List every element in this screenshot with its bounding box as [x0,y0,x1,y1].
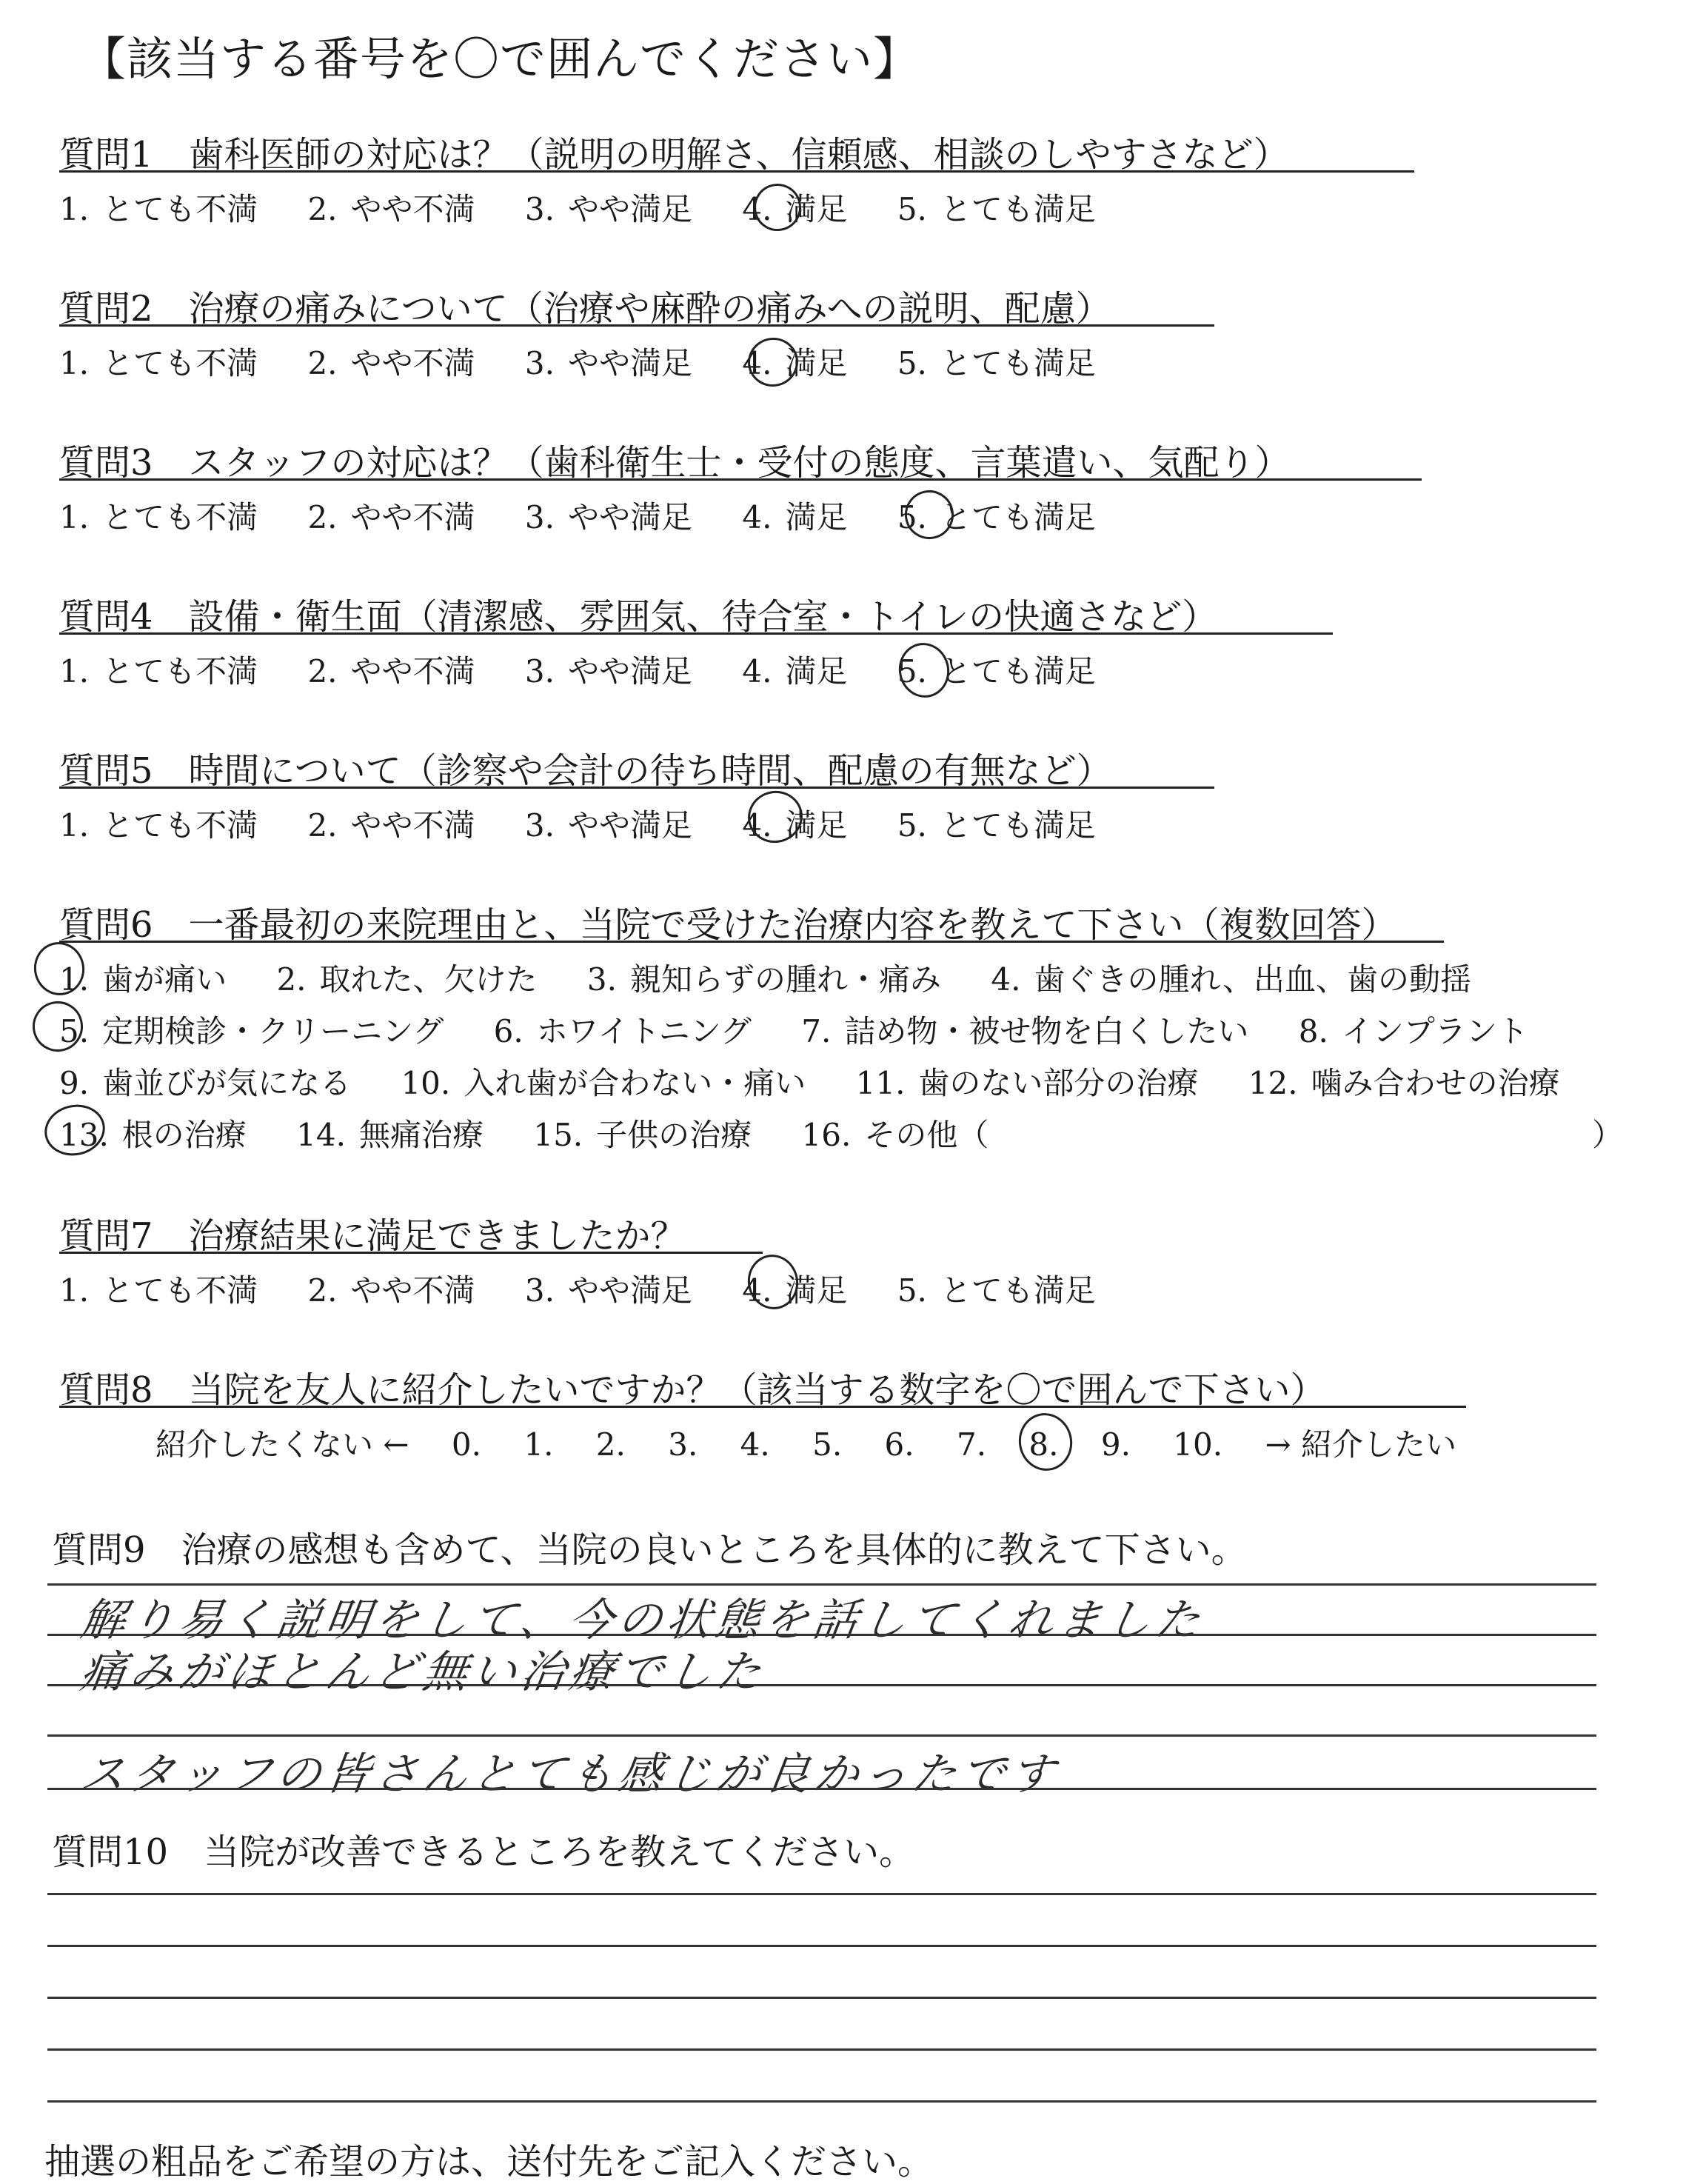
q2-opt2-num[interactable]: 2. [307,345,338,381]
q6-opt1[interactable]: 歯が痛い [102,961,227,998]
q6-opt4-num[interactable]: 4. [991,961,1021,998]
q8-opt6[interactable]: 6. [884,1426,914,1463]
q7-opt2-num[interactable]: 2. [307,1272,338,1309]
q7-opt3[interactable]: やや満足 [567,1272,692,1309]
q1-underline [59,170,1414,173]
q2-opt2[interactable]: やや不満 [350,345,475,381]
q8-scale [155,1420,1489,1465]
q9-title: 質問9 治療の感想も含めて、当院の良いところを具体的に教えて下さい。 [52,1529,1247,1571]
q6-opt2-num[interactable]: 2. [276,961,307,998]
q3-opt4[interactable]: 満足 [785,499,848,535]
q8-opt4[interactable]: 4. [740,1426,770,1463]
q2-opt4[interactable]: 満足 [785,345,848,381]
q7-opt4[interactable]: 満足 [785,1272,848,1309]
q5-opt3-num[interactable]: 3. [524,807,555,844]
q6-row4 [59,1111,1028,1155]
q6-opt6-num[interactable]: 6. [493,1013,523,1049]
q1-opt3-num[interactable]: 3. [524,191,555,227]
page-heading: 【該当する番号を〇で囲んでください】 [80,32,920,86]
q6-opt12[interactable]: 噛み合わせの治療 [1311,1065,1560,1101]
q4-options [59,647,1136,692]
q6-opt8[interactable]: インプラント [1341,1013,1528,1049]
q6-opt9[interactable]: 歯並びが気になる [102,1065,352,1101]
q3-options [59,493,1136,538]
q4-title: 質問4 設備・衛生面（清潔感、雰囲気、待合室・トイレの快適さなど） [59,596,1218,638]
q6-opt10-num[interactable]: 10. [401,1065,451,1101]
q9-answer-line-5 [47,1788,1596,1790]
q3-opt5[interactable]: とても満足 [940,499,1096,535]
q6-opt1-num[interactable]: 1. [59,961,90,998]
q1-opt1[interactable]: とても不満 [102,191,258,227]
q10-answer-line-2 [47,1945,1596,1947]
q7-opt3-num[interactable]: 3. [524,1272,555,1309]
q6-row2 [59,1007,1568,1052]
q2-opt3[interactable]: やや満足 [567,345,692,381]
q6-opt6[interactable]: ホワイトニング [536,1013,752,1049]
q7-opt1[interactable]: とても不満 [102,1272,258,1309]
q4-opt2[interactable]: やや不満 [350,653,475,689]
q9-answer-line-4 [47,1734,1596,1737]
q6-opt3[interactable]: 親知らずの腫れ・痛み [629,961,941,998]
q6-opt3-num[interactable]: 3. [586,961,617,998]
q2-options [59,339,1136,384]
q1-options [59,185,1136,230]
q1-opt5-num[interactable]: 5. [897,191,927,227]
q4-opt3[interactable]: やや満足 [567,653,692,689]
q1-opt3[interactable]: やや満足 [567,191,692,227]
q6-opt16[interactable]: その他（ [864,1117,989,1153]
q5-underline [59,787,1214,789]
q9-answer-4[interactable]: スタッフの皆さんとても感じが良かったです [77,1749,1063,1800]
q5-opt4-num[interactable]: 4. [742,807,772,844]
q6-opt4[interactable]: 歯ぐきの腫れ、出血、歯の動揺 [1034,961,1471,998]
q7-opt1-num[interactable]: 1. [59,1272,90,1309]
q6-opt15[interactable]: 子供の治療 [596,1117,752,1153]
q1-opt5[interactable]: とても満足 [940,191,1096,227]
q8-opt0[interactable]: 0. [451,1426,481,1463]
q2-opt1-num[interactable]: 1. [59,345,90,381]
q7-opt5[interactable]: とても満足 [940,1272,1096,1309]
q2-opt1[interactable]: とても不満 [102,345,258,381]
q3-opt2-num[interactable]: 2. [307,499,338,535]
q1-opt4-num[interactable]: 4. [742,191,772,227]
q5-opt1[interactable]: とても不満 [102,807,258,844]
q4-opt1[interactable]: とても不満 [102,653,258,689]
q8-opt1[interactable]: 1. [523,1426,554,1463]
q7-underline [59,1252,763,1254]
q3-opt1[interactable]: とても不満 [102,499,258,535]
q4-opt5-num[interactable]: 5. [897,653,927,689]
q8-opt9[interactable]: 9. [1100,1426,1131,1463]
q1-opt2[interactable]: やや不満 [350,191,475,227]
q2-underline [59,324,1214,327]
q8-opt5[interactable]: 5. [812,1426,843,1463]
q2-opt5-num[interactable]: 5. [897,345,927,381]
q4-opt2-num[interactable]: 2. [307,653,338,689]
q5-title: 質問5 時間について（診察や会計の待ち時間、配慮の有無など） [59,750,1112,792]
q7-opt4-num[interactable]: 4. [742,1272,772,1309]
q3-opt2[interactable]: やや不満 [350,499,475,535]
q4-opt5[interactable]: とても満足 [940,653,1096,689]
q8-underline [59,1406,1466,1408]
q8-right-label: → 紹介したい [1265,1426,1456,1463]
q4-underline [59,632,1333,635]
q7-opt5-num[interactable]: 5. [897,1272,927,1309]
footer-note: 抽選の粗品をご希望の方は、送付先をご記入ください。 [44,2141,934,2183]
q2-opt4-num[interactable]: 4. [742,345,772,381]
q6-opt13-num[interactable]: 13. [59,1117,109,1153]
q6-opt5[interactable]: 定期検診・クリーニング [102,1013,444,1049]
q9-answer-line-2 [47,1634,1596,1636]
q3-opt1-num[interactable]: 1. [59,499,90,535]
q8-opt8[interactable]: 8. [1028,1426,1059,1463]
q8-title: 質問8 当院を友人に紹介したいですか？（該当する数字を〇で囲んで下さい） [59,1369,1326,1411]
q7-options [59,1266,1136,1311]
q5-opt2[interactable]: やや不満 [350,807,475,844]
q6-opt5-num[interactable]: 5. [59,1013,90,1049]
q9-answer-2[interactable]: 痛みがほとんど無い治療でした [77,1646,769,1698]
q3-opt5-num[interactable]: 5. [897,499,927,535]
q7-opt2[interactable]: やや不満 [350,1272,475,1309]
q4-opt1-num[interactable]: 1. [59,653,90,689]
q6-row1 [59,955,1511,1000]
q1-opt2-num[interactable]: 2. [307,191,338,227]
q6-opt8-num[interactable]: 8. [1298,1013,1328,1049]
q8-left-label: 紹介したくない ← [155,1426,409,1463]
q1-opt1-num[interactable]: 1. [59,191,90,227]
q5-options [59,801,1136,846]
q6-opt14-num[interactable]: 14. [296,1117,346,1153]
q6-opt10[interactable]: 入れ歯が合わない・痛い [464,1065,806,1101]
q6-opt2[interactable]: 取れた、欠けた [319,961,538,998]
q5-opt2-num[interactable]: 2. [307,807,338,844]
q6-opt14[interactable]: 無痛治療 [358,1117,484,1153]
q2-title: 質問2 治療の痛みについて（治療や麻酔の痛みへの説明、配慮） [59,288,1111,330]
q6-opt7-num[interactable]: 7. [801,1013,832,1049]
q3-underline [59,478,1422,481]
q1-opt4[interactable]: 満足 [785,191,848,227]
q5-opt5-num[interactable]: 5. [897,807,927,844]
q4-opt4-num[interactable]: 4. [742,653,772,689]
q8-selection-circle [1014,1408,1078,1475]
q4-opt3-num[interactable]: 3. [524,653,555,689]
q6-row3 [59,1059,1600,1103]
q6-opt11[interactable]: 歯のない部分の治療 [918,1065,1199,1101]
q10-answer-line-4 [47,2048,1596,2051]
q10-answer-line-5 [47,2100,1596,2103]
q9-answer-1[interactable]: 解り易く説明をして、今の状態を話してくれました [77,1594,1208,1646]
q6-opt9-num[interactable]: 9. [59,1065,90,1101]
q2-opt5[interactable]: とても満足 [940,345,1096,381]
q6-opt13[interactable]: 根の治療 [121,1117,247,1153]
q3-opt3-num[interactable]: 3. [524,499,555,535]
q10-answer-line-1 [47,1893,1596,1895]
q3-title: 質問3 スタッフの対応は？（歯科衛生士・受付の態度、言葉遣い、気配り） [59,442,1291,484]
q6-opt12-num[interactable]: 12. [1248,1065,1298,1101]
q7-title: 質問7 治療結果に満足できましたか？ [59,1215,686,1257]
q2-opt3-num[interactable]: 3. [524,345,555,381]
q1-title: 質問1 歯科医師の対応は？（説明の明解さ、信頼感、相談のしやすさなど） [59,134,1289,176]
q6-opt15-num[interactable]: 15. [533,1117,583,1153]
q10-answer-line-3 [47,1997,1596,1999]
q8-opt10[interactable]: 10. [1173,1426,1223,1463]
q5-opt4[interactable]: 満足 [785,807,848,844]
q4-opt4[interactable]: 満足 [785,653,848,689]
q5-opt5[interactable]: とても満足 [940,807,1096,844]
q8-opt2[interactable]: 2. [595,1426,626,1463]
q6-underline [59,941,1444,943]
q6-opt11-num[interactable]: 11. [855,1065,906,1101]
q3-opt3[interactable]: やや満足 [567,499,692,535]
q8-opt7[interactable]: 7. [956,1426,987,1463]
q6-opt7[interactable]: 詰め物・被せ物を白くしたい [844,1013,1249,1049]
q6-other-close-paren: ） [1592,1117,1624,1153]
q5-opt1-num[interactable]: 1. [59,807,90,844]
q9-answer-line-3 [47,1684,1596,1686]
q6-opt16-num[interactable]: 16. [801,1117,852,1153]
q6-title: 質問6 一番最初の来院理由と、当院で受けた治療内容を教えて下さい（複数回答） [59,904,1397,946]
q8-opt3[interactable]: 3. [668,1426,698,1463]
q10-title: 質問10 当院が改善できるところを教えてください。 [52,1831,915,1873]
q5-opt3[interactable]: やや満足 [567,807,692,844]
q3-opt4-num[interactable]: 4. [742,499,772,535]
